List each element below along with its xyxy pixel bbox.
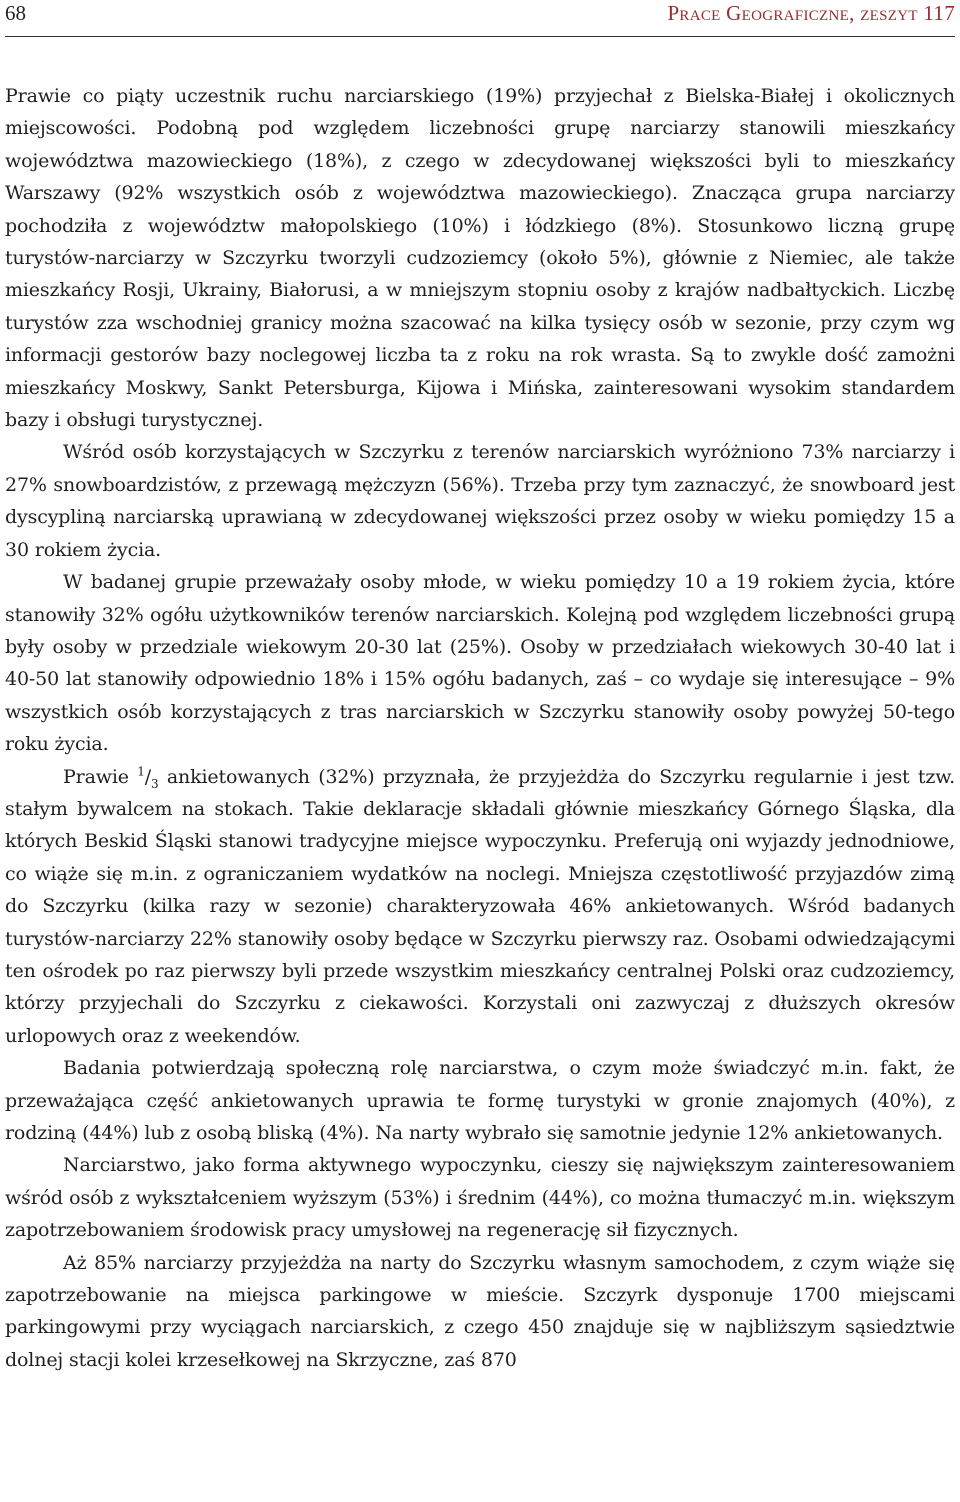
paragraph-age-groups: W badanej grupie przeważały osoby młode, w wieku pomiędzy 10 a 19 rokiem życia, które stanowiły 32% ogółu użytkowników terenów narciarskich. Kolejną pod względem liczebności grupą były osoby w przedziale wiekowym 20-30 lat (25%). Osoby w przedziałach wiekowych 30-40 lat i 40-50 lat stanowiły odpowiednio 18% i 15% ogółu badanych, zaś – co wydaje się interesujące – 9% wszystkich osób korzystających z tras narciarskich w Szczyrku stanowiły osoby powyżej 50-tego roku życia. (5, 571, 955, 756)
fraction-denominator: 3 (151, 776, 159, 791)
body-text (5, 80, 955, 1376)
page-header (5, 0, 955, 37)
running-title: Prace Geograficzne, zeszyt 117 (667, 1, 955, 25)
fraction-numerator: 1 (137, 764, 145, 779)
paragraph-social-role: Badania potwierdzają społeczną rolę narciarstwa, o czym może świadczyć m.in. fakt, że przeważająca część ankietowanych uprawia te formę turystyki w gronie znajomych (40%), z rodziną (44%) lub z osobą bliską (4%). Na narty wybrało się samotnie jedynie 12% ankietowanych. (5, 1057, 955, 1144)
frequency-text-rest: ankietowanych (32%) przyznała, że przyjeżdża do Szczyrku regularnie i jest tzw. stałym bywalcem na stokach. Takie deklaracje składali głównie mieszkańcy Górnego Śląska, dla których Beskid Śląski stanowi tradycyjne miejsce wypoczynku. Preferują oni wyjazdy jednodniowe, co wiąże się m.in. z ograniczaniem wydatków na noclegi. Mniejsza częstotliwość przyjazdów zimą do Szczyrku (kilka razy w sezonie) charakteryzowała 46% ankietowanych. Wśród badanych turystów-narciarzy 22% stanowiły osoby będące w Szczyrku pierwszy raz. Osobami odwiedzającymi ten ośrodek po raz pierwszy byli przede wszystkim mieszkańcy centralnej Polski oraz cudzoziemcy, którzy przyjechali do Szczyrku z ciekawości. Korzystali oni zazwyczaj z dłuższych okresów urlopowych oraz z weekendów. (5, 765, 955, 1047)
paragraph-education: Narciarstwo, jako forma aktywnego wypoczynku, cieszy się największym zainteresowaniem wśród osób z wykształceniem wyższym (53%) i średnim (44%), co można tłumaczyć m.in. większym zapotrzebowaniem środowisk pracy umysłowej na regenerację sił fizycznych. (5, 1154, 955, 1242)
frequency-text-start: Prawie (63, 765, 138, 788)
page-number: 68 (5, 1, 26, 25)
paragraph-transport-parking: Aż 85% narciarzy przyjeżdża na narty do Szczyrku własnym samochodem, z czym wiąże się zapotrzebowanie na miejsca parkingowe w mieście. Szczyrk dysponuje 1700 miejscami parkingowymi przy wyciągach narciarskich, z czego 450 znajduje się w najbliższym sąsiedztwie dolnej stacji kolei krzesełkowej na Skrzyczne, zaś 870 (5, 1251, 955, 1371)
paragraph-visit-frequency: Prawie $^1/_3$ ankietowanych (32%) przyznała, że przyjeżdża do Szczyrku regularnie i jest tzw. stałym bywalcem na stokach. Takie deklaracje składali głównie mieszkańcy Górnego Śląska, dla których Beskid Śląski stanowi tradycyjne miejsce wypoczynku. Preferują oni wyjazdy jednodniowe, co wiąże się m.in. z ograniczaniem wydatków na noclegi. Mniejsza częstotliwość przyjazdów zimą do Szczyrku (kilka razy w sezonie) charakteryzowała 46% ankietowanych. Wśród badanych turystów-narciarzy 22% stanowiły osoby będące w Szczyrku pierwszy raz. Osobami odwiedzającymi ten ośrodek po raz pierwszy byli przede wszystkim mieszkańcy centralnej Polski oraz cudzoziemcy, którzy przyjechali do Szczyrku z ciekawości. Korzystali oni zazwyczaj z dłuższych okresów urlopowych oraz z weekendów. (5, 764, 955, 1047)
paragraph-ski-snowboard: Wśród osób korzystających w Szczyrku z terenów narciarskich wyróżniono 73% narciarzy i 27% snowboardzistów, z przewagą mężczyzn (56%). Trzeba przy tym zaznaczyć, że snowboard jest dyscypliną narciarską uprawianą w zdecydowanej większości przez osoby w wieku pomiędzy 15 a 30 rokiem życia. (5, 441, 955, 561)
paragraph-origin: Prawie co piąty uczestnik ruchu narciarskiego (19%) przyjechał z Bielska-Białej i okolicznych miejscowości. Podobną pod względem liczebności grupę narciarzy stanowili mieszkańcy województwa mazowieckiego (18%), z czego w zdecydowanej większości byli to mieszkańcy Warszawy (92% wszystkich osób z województwa mazowieckiego). Znacząca grupa narciarzy pochodziła z województw małopolskiego (10%) i łódzkiego (8%). Stosunkowo liczną grupę turystów-narciarzy w Szczyrku tworzyli cudzoziemcy (około 5%), głównie z Niemiec, ale także mieszkańcy Rosji, Ukrainy, Białorusi, a w mniejszym stopniu osoby z krajów nadbałtyckich. Liczbę turystów zza wschodniej granicy można szacować na kilka tysięcy osób w sezonie, przy czym wg informacji gestorów bazy noclegowej liczba ta z roku na rok wrasta. Są to zwykle dość zamożni mieszkańcy Moskwy, Sankt Petersburga, Kijowa i Mińska, zainteresowani wysokim standardem bazy i obsługi turystycznej. (5, 85, 955, 432)
